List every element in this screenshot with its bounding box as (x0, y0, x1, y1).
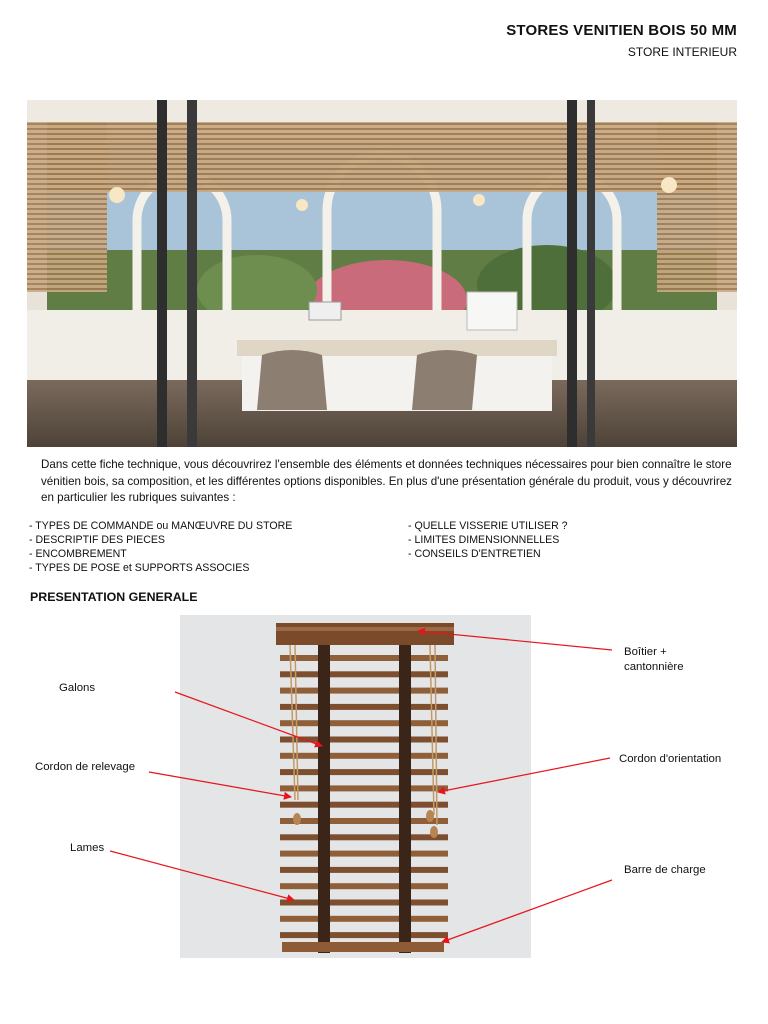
blind-slat (280, 671, 448, 677)
blind-slat (280, 932, 448, 938)
blind-slat (280, 655, 448, 661)
blind-slat (280, 900, 448, 906)
label-cordon-relevage: Cordon de relevage (35, 761, 136, 773)
section-title: PRESENTATION GENERALE (30, 590, 198, 604)
office-photo (27, 100, 737, 447)
blind-slat (280, 737, 448, 743)
blind-slat (280, 867, 448, 873)
blind-slat (280, 916, 448, 922)
rubric-list-right (408, 519, 568, 561)
blind-slat (280, 802, 448, 808)
blind-slat (280, 785, 448, 791)
blind-slat (280, 769, 448, 775)
blind-slat (280, 851, 448, 857)
rubric-item: - TYPES DE POSE et SUPPORTS ASSOCIES (29, 561, 292, 575)
label-barre-charge: Barre de charge (624, 864, 706, 876)
label-galons: Galons (59, 682, 96, 694)
rubric-item: - TYPES DE COMMANDE ou MANŒUVRE DU STORE (29, 519, 292, 533)
rubric-item: - DESCRIPTIF DES PIECES (29, 533, 292, 547)
blind-slat (280, 883, 448, 889)
blind-slat (280, 688, 448, 694)
label-cordon-orientation: Cordon d'orientation (619, 753, 722, 765)
rubric-item: - CONSEILS D'ENTRETIEN (408, 547, 568, 561)
blind-slat (280, 818, 448, 824)
rubric-item: - LIMITES DIMENSIONNELLES (408, 533, 568, 547)
blind-slat (280, 834, 448, 840)
blind-product-photo (180, 615, 531, 958)
rubric-item: - QUELLE VISSERIE UTILISER ? (408, 519, 568, 533)
label-lames: Lames (70, 842, 105, 854)
label-boitier-cantonniere: Boîtier + cantonnière (624, 646, 684, 673)
rubric-item: - ENCOMBREMENT (29, 547, 292, 561)
intro-paragraph: Dans cette fiche technique, vous découvrirez l'ensemble des éléments et données techniques nécessaires pour bien connaître le store vénitien bois, sa composition, et les différentes options disponibles. En plus d'une présentation générale du produit, vous y découvrirez en particulier les rubriques suivantes : (41, 458, 732, 504)
blind-slat (280, 704, 448, 710)
blind-slat (280, 753, 448, 759)
blind-slat (280, 720, 448, 726)
document-title: STORES VENITIEN BOIS 50 MM (506, 22, 737, 39)
rubric-list-left (29, 519, 292, 575)
document-subtitle: STORE INTERIEUR (627, 45, 737, 59)
